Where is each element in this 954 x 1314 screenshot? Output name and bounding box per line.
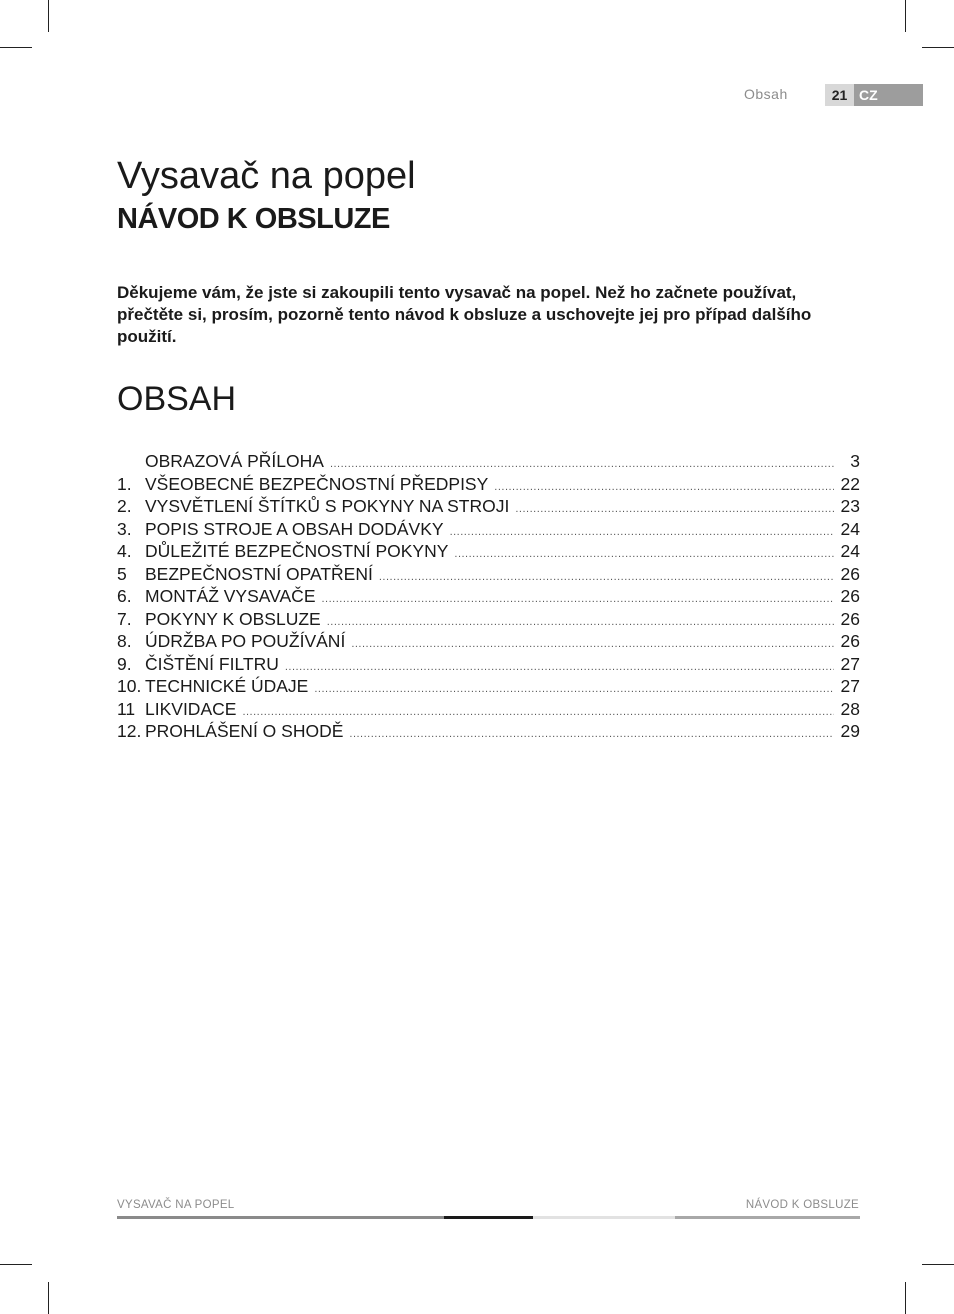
language-code: CZ [854,84,923,106]
toc-item-label: LIKVIDACE [145,698,237,719]
toc-item-label: VŠEOBECNÉ BEZPEČNOSTNÍ PŘEDPISY [145,473,489,494]
toc-leader-dots [314,678,834,701]
toc-leader-dots [454,543,834,566]
toc-item-page: 26 [840,586,860,606]
toc-item [117,630,860,653]
toc-item-label: DŮLEŽITÉ BEZPEČNOSTNÍ POKYNY [145,541,449,561]
crop-mark [905,0,906,32]
toc-item [117,698,860,721]
toc-item-label: ČIŠTĚNÍ FILTRU [145,653,279,674]
toc-item-number: 8. [117,631,132,651]
toc-item-number: 9. [117,653,132,674]
toc-leader-dots [494,476,834,499]
toc-leader-dots [450,521,834,544]
footer-document-type: NÁVOD K OBSLUZE [745,1199,859,1211]
toc-item-number: 5 [117,563,127,584]
toc-item [117,585,860,608]
toc-item [117,518,860,541]
toc-item-page: 27 [840,676,860,696]
footer-product-name: VYSAVAČ NA POPEL [117,1199,235,1211]
table-of-contents [117,450,860,743]
toc-item [117,675,860,698]
toc-leader-dots [379,566,834,589]
toc-item-number: 10. [117,676,142,696]
crop-mark [0,1264,32,1265]
toc-item-number: 6. [117,586,132,606]
toc-item-number: 7. [117,608,132,629]
toc-item-page: 26 [840,608,860,629]
toc-item-number: 2. [117,496,132,516]
toc-item-page: 26 [840,631,860,651]
toc-item [117,495,860,518]
page-tab [825,84,923,106]
toc-item [117,720,860,743]
toc-item-label: MONTÁŽ VYSAVAČE [145,586,316,606]
crop-mark [48,1282,49,1314]
toc-item [117,540,860,563]
toc-item-label: BEZPEČNOSTNÍ OPATŘENÍ [145,563,373,584]
toc-item [117,473,860,496]
page-number: 21 [825,84,854,106]
toc-item [117,608,860,631]
toc-item-label: TECHNICKÉ ÚDAJE [145,676,309,696]
toc-heading: OBSAH [117,380,237,418]
toc-item-page: 27 [840,653,860,674]
intro-paragraph: Děkujeme vám, že jste si zakoupili tento vysavač na popel. Než ho začnete používat, přečtěte si, prosím, pozorně tento návod k obsluze a uschovejte jej pro případ dalšího použití. [117,283,812,346]
crop-mark [0,47,32,48]
document-subtitle: NÁVOD K OBSLUZE [117,203,390,235]
toc-item-page: 3 [850,451,860,471]
toc-item-label: PROHLÁŠENÍ O SHODĚ [145,721,344,741]
footer-bar [117,1216,860,1219]
toc-item-label: POPIS STROJE A OBSAH DODÁVKY [145,518,444,539]
toc-item-page: 24 [840,518,860,539]
toc-item-number: 4. [117,541,132,561]
footer-bar-segment [117,1216,444,1219]
crop-mark [922,1264,954,1265]
toc-item [117,563,860,586]
crop-mark [48,0,49,32]
footer-bar-segment [533,1216,675,1219]
toc-item-label: POKYNY K OBSLUZE [145,608,321,629]
toc-item-page: 22 [840,473,860,494]
toc-item-page: 29 [840,721,860,741]
toc-item-number: 1. [117,473,132,494]
toc-item-label: OBRAZOVÁ PŘÍLOHA [145,451,324,471]
toc-leader-dots [515,498,834,521]
toc-leader-dots [351,633,834,656]
crop-mark [905,1282,906,1314]
toc-item-page: 24 [840,541,860,561]
header-section-title: Obsah [744,86,788,102]
footer-bar-segment [675,1216,860,1219]
toc-item-page: 28 [840,698,860,719]
toc-leader-dots [327,611,834,634]
crop-mark [922,47,954,48]
toc-leader-dots [322,588,835,611]
document-title: Vysavač na popel [117,155,416,197]
toc-item [117,450,860,473]
toc-item-number: 3. [117,518,132,539]
toc-item-label: ÚDRŽBA PO POUŽÍVÁNÍ [145,631,346,651]
toc-leader-dots [349,723,834,746]
toc-item-page: 26 [840,563,860,584]
footer-bar-segment [444,1216,533,1219]
toc-leader-dots [285,656,834,679]
toc-item-page: 23 [840,496,860,516]
toc-item-label: VYSVĚTLENÍ ŠTÍTKŮ S POKYNY NA STROJI [145,496,510,516]
toc-item-number: 12. [117,721,142,741]
toc-item [117,653,860,676]
toc-item-number: 11 [117,698,136,719]
